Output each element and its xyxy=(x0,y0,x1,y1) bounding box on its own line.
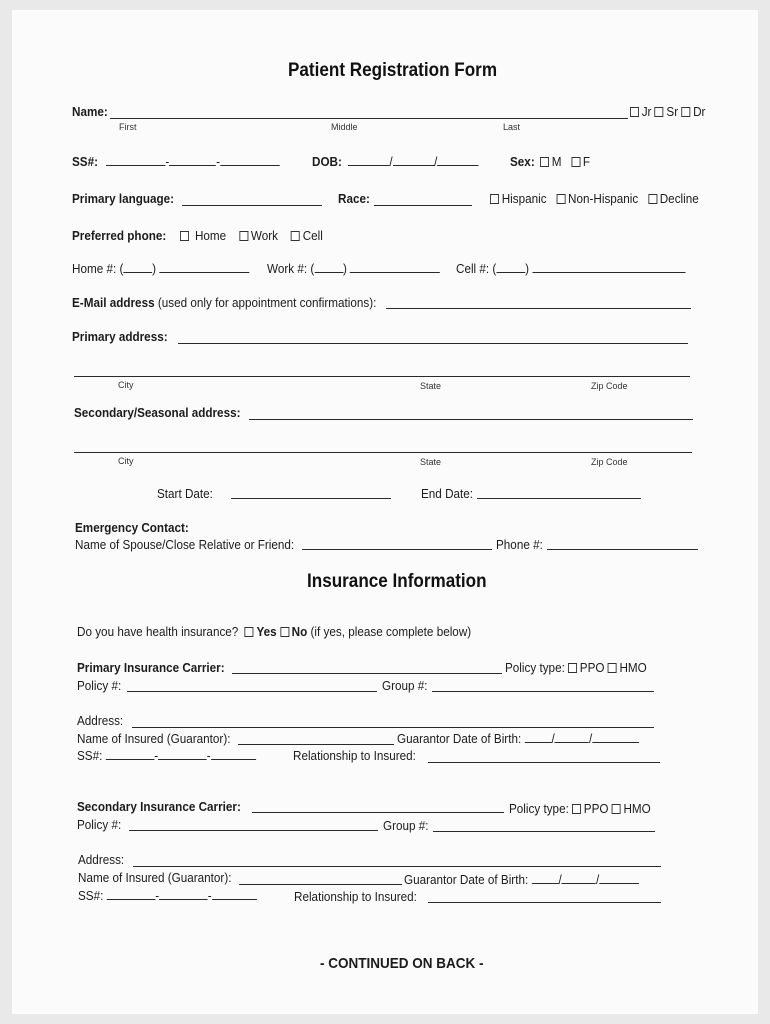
name-suffixes xyxy=(630,104,705,119)
home-checkbox[interactable] xyxy=(180,231,189,241)
sex-f-label: F xyxy=(582,154,591,169)
primary-ssn-label: SS#: xyxy=(77,748,103,763)
race-field[interactable] xyxy=(374,205,472,206)
sex-options xyxy=(540,154,590,169)
primary-hmo-label: HMO xyxy=(619,660,647,675)
email-note: (used only for appointment confirmations): xyxy=(157,295,377,310)
primary-carrier-field[interactable] xyxy=(232,673,502,674)
secondary-city-sublabel: City xyxy=(118,456,134,466)
secondary-policy-type-label: Policy type: xyxy=(509,801,569,816)
secondary-dob-day[interactable] xyxy=(562,872,596,884)
last-sublabel: Last xyxy=(503,122,521,132)
decline-checkbox[interactable] xyxy=(648,194,657,204)
secondary-address-field[interactable] xyxy=(249,419,693,420)
primary-carrier-label: Primary Insurance Carrier: xyxy=(77,660,225,675)
sex-m-label: M xyxy=(551,154,562,169)
sex-label: Sex: xyxy=(510,154,535,169)
secondary-address-line2[interactable] xyxy=(74,452,692,453)
secondary-guarantor-dob: Guarantor Date of Birth: / / xyxy=(404,872,639,887)
primary-dob-year[interactable] xyxy=(592,731,639,743)
emergency-phone-label: Phone #: xyxy=(496,537,543,552)
primary-address-label: Primary address: xyxy=(72,329,168,344)
secondary-group-field[interactable] xyxy=(433,831,655,832)
primary-guarantor-dob-label: Guarantor Date of Birth: xyxy=(397,731,522,746)
primary-zip-sublabel: Zip Code xyxy=(591,381,628,391)
primary-dob-day[interactable] xyxy=(555,731,589,743)
jr-checkbox[interactable] xyxy=(630,107,639,117)
secondary-ins-address-field[interactable] xyxy=(133,866,661,867)
cell-phone-field[interactable] xyxy=(532,261,685,273)
secondary-dob-year[interactable] xyxy=(599,872,639,884)
hispanic-checkbox[interactable] xyxy=(490,194,499,204)
secondary-carrier-field[interactable] xyxy=(252,812,504,813)
preferred-phone-label: Preferred phone: xyxy=(72,228,167,243)
cell-checkbox[interactable] xyxy=(291,231,300,241)
sex-f-checkbox[interactable] xyxy=(571,157,580,167)
end-date-label: End Date: xyxy=(421,486,474,501)
primary-insured-label: Name of Insured (Guarantor): xyxy=(77,731,231,746)
sex-m-checkbox[interactable] xyxy=(540,157,549,167)
primary-policy-type-label: Policy type: xyxy=(505,660,565,675)
emergency-name-label: Name of Spouse/Close Relative or Friend: xyxy=(75,537,295,552)
secondary-group-label: Group #: xyxy=(383,818,429,833)
primary-group-label: Group #: xyxy=(382,678,428,693)
primary-hmo-checkbox[interactable] xyxy=(608,663,617,673)
home-label: Home xyxy=(194,228,227,243)
secondary-ssn-2[interactable] xyxy=(159,888,208,900)
decline-label: Decline xyxy=(659,191,699,206)
insurance-title: Insurance Information xyxy=(307,571,487,592)
insurance-yes-label: Yes xyxy=(256,624,277,639)
work-label: Work xyxy=(250,228,278,243)
preferred-phone-options xyxy=(180,228,323,243)
page-title: Patient Registration Form xyxy=(288,60,498,81)
home-phone-row: Home #: ( ) xyxy=(72,261,249,276)
primary-insured-field[interactable] xyxy=(238,744,394,745)
primary-relationship-label: Relationship to Insured: xyxy=(293,748,416,763)
primary-ssn-1[interactable] xyxy=(106,748,155,760)
secondary-address-ins-label: Address: xyxy=(78,852,125,867)
secondary-address-label: Secondary/Seasonal address: xyxy=(74,405,241,420)
primary-relationship-field[interactable] xyxy=(428,762,660,763)
secondary-hmo-label: HMO xyxy=(623,801,651,816)
insurance-no-checkbox[interactable] xyxy=(280,627,289,637)
primary-state-sublabel: State xyxy=(420,381,442,391)
primary-ppo-label: PPO xyxy=(579,660,605,675)
work-phone-row: Work #: ( ) xyxy=(267,261,440,276)
race-options xyxy=(490,191,699,206)
dob-label: DOB: xyxy=(312,154,342,169)
secondary-relationship-label: Relationship to Insured: xyxy=(294,889,417,904)
home-phone-field[interactable] xyxy=(159,261,249,273)
dr-checkbox[interactable] xyxy=(681,107,690,117)
name-label: Name: xyxy=(72,104,108,119)
email-label: E-Mail address xyxy=(72,295,155,310)
name-field[interactable] xyxy=(110,118,628,119)
has-insurance-question: Do you have health insurance? xyxy=(77,624,239,639)
primary-policy-type xyxy=(505,660,647,675)
insurance-no-label: No xyxy=(291,624,308,639)
jr-label: Jr xyxy=(641,104,652,119)
primary-ssn-row: SS#: - - xyxy=(77,748,256,763)
end-date-field[interactable] xyxy=(477,498,641,499)
home-phone-label: Home #: ( xyxy=(72,261,124,276)
race-label: Race: xyxy=(338,191,370,206)
primary-dob-month[interactable] xyxy=(524,731,551,743)
sr-label: Sr xyxy=(666,104,679,119)
primary-ssn-2[interactable] xyxy=(158,748,207,760)
cell-area-field[interactable] xyxy=(496,261,525,273)
secondary-ppo-checkbox[interactable] xyxy=(572,804,581,814)
primary-city-sublabel: City xyxy=(118,380,134,390)
language-field[interactable] xyxy=(182,205,322,206)
secondary-zip-sublabel: Zip Code xyxy=(591,457,628,467)
hispanic-label: Hispanic xyxy=(501,191,547,206)
primary-ppo-checkbox[interactable] xyxy=(568,663,577,673)
work-area-field[interactable] xyxy=(314,261,343,273)
sr-checkbox[interactable] xyxy=(655,107,664,117)
secondary-guarantor-dob-label: Guarantor Date of Birth: xyxy=(404,872,529,887)
work-checkbox[interactable] xyxy=(239,231,248,241)
ssn-field[interactable]: - - xyxy=(106,154,279,169)
primary-address-line2[interactable] xyxy=(74,376,690,377)
secondary-dob-month[interactable] xyxy=(531,872,558,884)
primary-guarantor-dob: Guarantor Date of Birth: / / xyxy=(397,731,639,746)
start-date-label: Start Date: xyxy=(157,486,213,501)
primary-policy-label: Policy #: xyxy=(77,678,122,693)
non-hispanic-checkbox[interactable] xyxy=(556,194,565,204)
primary-ssn-3[interactable] xyxy=(211,748,256,760)
dr-label: Dr xyxy=(693,104,706,119)
secondary-ssn-1[interactable] xyxy=(107,888,156,900)
primary-address-field[interactable] xyxy=(178,343,688,344)
start-date-field[interactable] xyxy=(231,498,391,499)
home-area-field[interactable] xyxy=(123,261,152,273)
primary-ins-address-field[interactable] xyxy=(132,727,654,728)
secondary-ssn-row: SS#: - - xyxy=(78,888,257,903)
primary-address-ins-label: Address: xyxy=(77,713,124,728)
email-field[interactable] xyxy=(386,308,691,309)
secondary-carrier-label: Secondary Insurance Carrier: xyxy=(77,799,241,814)
work-phone-field[interactable] xyxy=(350,261,440,273)
middle-sublabel: Middle xyxy=(331,122,358,132)
secondary-state-sublabel: State xyxy=(420,457,442,467)
dob-field[interactable]: / / xyxy=(348,154,479,169)
ssn-label: SS#: xyxy=(72,154,99,169)
first-sublabel: First xyxy=(119,122,137,132)
emergency-phone-field[interactable] xyxy=(547,549,698,550)
cell-phone-row: Cell #: ( ) xyxy=(456,261,685,276)
non-hispanic-label: Non-Hispanic xyxy=(568,191,639,206)
continued-on-back: - CONTINUED ON BACK - xyxy=(320,955,484,972)
insurance-yes-checkbox[interactable] xyxy=(245,627,254,637)
secondary-ssn-label: SS#: xyxy=(78,888,104,903)
secondary-relationship-field[interactable] xyxy=(428,902,661,903)
email-row xyxy=(72,295,376,310)
secondary-hmo-checkbox[interactable] xyxy=(612,804,621,814)
has-insurance-row xyxy=(77,624,471,639)
secondary-policy-label: Policy #: xyxy=(77,817,122,832)
secondary-insured-label: Name of Insured (Guarantor): xyxy=(78,870,232,885)
secondary-ppo-label: PPO xyxy=(583,801,609,816)
emergency-contact-label: Emergency Contact: xyxy=(75,520,189,535)
secondary-ssn-3[interactable] xyxy=(212,888,257,900)
emergency-name-field[interactable] xyxy=(302,549,492,550)
primary-group-field[interactable] xyxy=(432,691,654,692)
primary-policy-field[interactable] xyxy=(127,691,377,692)
secondary-policy-type xyxy=(509,801,651,816)
language-label: Primary language: xyxy=(72,191,175,206)
work-phone-label: Work #: ( xyxy=(267,261,315,276)
secondary-policy-field[interactable] xyxy=(129,830,378,831)
cell-label: Cell xyxy=(302,228,323,243)
has-insurance-note: (if yes, please complete below) xyxy=(310,624,472,639)
secondary-insured-field[interactable] xyxy=(239,884,402,885)
cell-phone-label: Cell #: ( xyxy=(456,261,497,276)
